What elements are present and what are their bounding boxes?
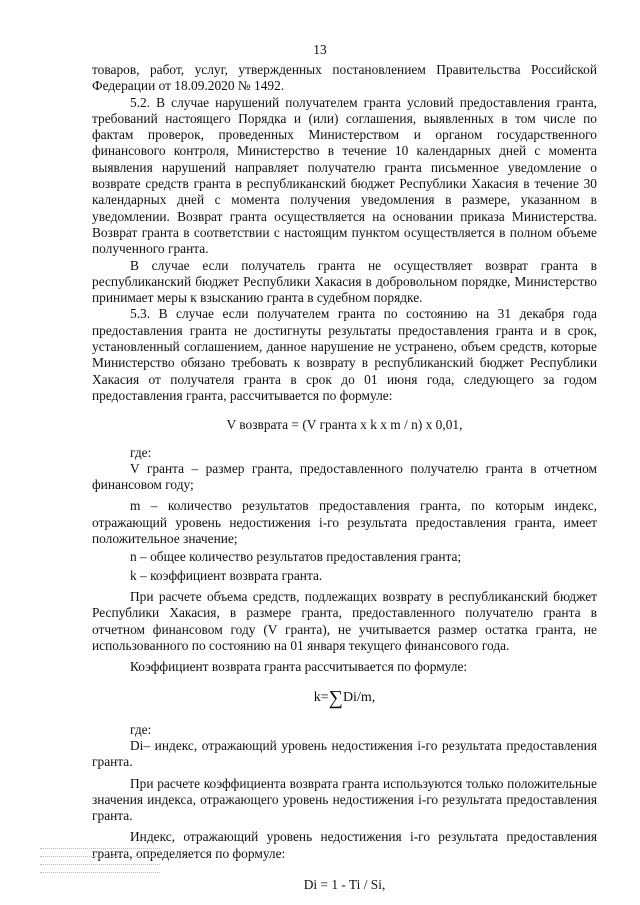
formula-index: Di = 1 - Ti / Si, [303,877,386,893]
where-label-2: где: [130,721,152,737]
paragraph-5-3: 5.3. В случае если получателем гранта по состоянию на 31 декабря года предоставления гранта не достигнуты результаты предоставления гранта и в срок, установленный соглашением, данное нарушение не устранено, объем средств, которые Министерство обязано требовать к возврату в республиканский бюджет Республики Хакасия от получателя гранта в срок до 01 июня года, следующего за годом предоставления гранта, рассчитывается по формуле: [92,306,597,403]
formula-coefficient [92,687,597,710]
formula-k-right: Di/m, [342,690,376,706]
paragraph-intro: товаров, работ, услуг, утвержденных постановлением Правительства Российской Федерации от 18.09.2020 № 1492. [92,62,597,94]
sigma-symbol: ∑ [328,687,343,710]
faded-stamp [40,848,160,888]
formula-return-volume: V возврата = (V гранта x k x m / n) x 0,01, [226,417,463,433]
paragraph-calculation: При расчете объема средств, подлежащих возврату в республиканский бюджет Республики Хакасия, в размере гранта, предоставленного получателю гранта в отчетном финансовом году (V гранта), не учитывается размер остатка гранта, не использованного по состоянию на 01 января текущего финансового года. [92,588,597,653]
paragraph-index: Индекс, отражающий уровень недостижения i-го результата предоставления гранта, определяется по формуле: [92,829,597,861]
paragraph-coefficient: Коэффициент возврата гранта рассчитывается по формуле: [130,659,468,675]
document-body [92,62,597,893]
page-number: 13 [313,42,327,57]
paragraph-refusal: В случае если получатель гранта не осуществляет возврат гранта в республиканский бюджет Республики Хакасия в добровольном порядке, Министерство принимает меры к взысканию гранта в судебном порядке. [92,257,597,306]
definition-n: n – общее количество результатов предоставления гранта; [130,549,462,565]
paragraph-positive-values: При расчете коэффициента возврата гранта используются только положительные значения индекса, отражающего уровень недостижения i-го результата предоставления гранта. [92,775,597,824]
definition-k: k – коэффициент возврата гранта. [130,567,323,583]
paragraph-5-2: 5.2. В случае нарушений получателем гранта условий предоставления гранта, требований настоящего Порядка и (или) соглашения, выявленных в том числе по фактам проверок, проведенных Министерством и органом государственного финансового контроля, Министерство в течение 10 календарных дней с момента выявления нарушений направляет получателю гранта письменное уведомление о возврате средств гранта в республиканский бюджет Республики Хакасия в течение 30 календарных дней с момента получения уведомления в размере, указанном в уведомлении. Возврат гранта осуществляется на основании приказа Министерства. Возврат гранта в соответствии с настоящим пунктом осуществляется в полном объеме полученного гранта. [92,94,597,257]
definition-di: Di– индекс, отражающий уровень недостижения i-го результата предоставления гранта. [92,737,597,770]
definition-m: m – количество результатов предоставления гранта, по которым индекс, отражающий уровень недостижения i-го результата предоставления гранта, имеет положительное значение; [92,498,597,547]
where-label-1: где: [130,444,152,460]
definition-v-grant: V гранта – размер гранта, предоставленного получателю гранта в отчетном финансовом году; [92,460,597,493]
formula-k-left: k= [313,690,329,706]
